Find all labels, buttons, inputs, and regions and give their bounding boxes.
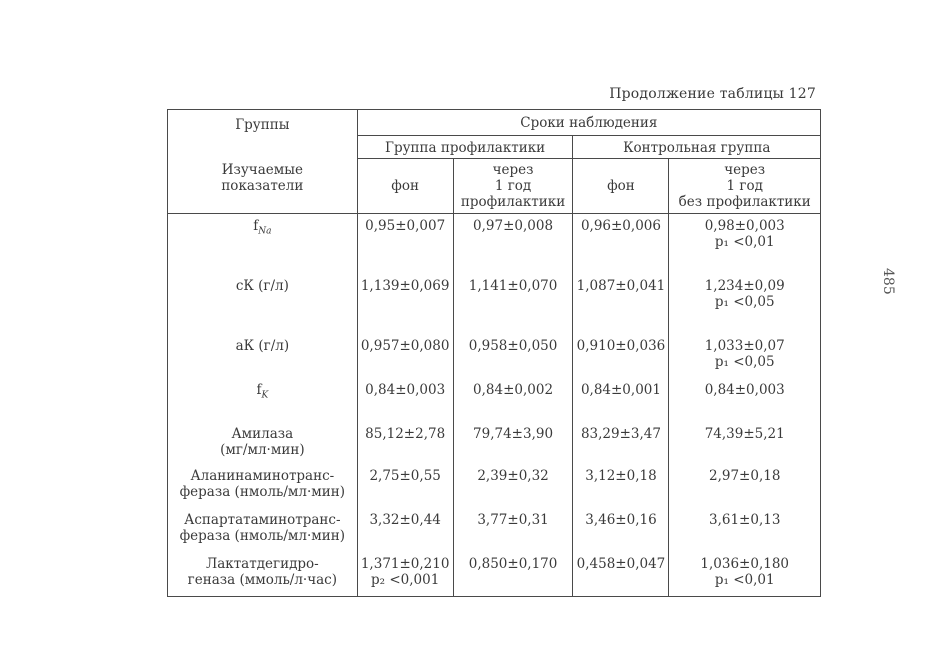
row-label	[168, 378, 358, 422]
value-text: 3,61±0,13	[708, 512, 781, 528]
value-text: 0,98±0,003	[704, 218, 785, 234]
value-cell	[357, 378, 453, 422]
value-text: 0,95±0,007	[365, 218, 446, 234]
row-label	[168, 214, 358, 275]
value-cell	[453, 378, 573, 422]
table-row	[168, 214, 821, 275]
value-cell	[357, 334, 453, 378]
groups-label: Группы	[235, 117, 290, 133]
value-cell	[453, 334, 573, 378]
value-cell	[669, 334, 821, 378]
p-value-text: p₁ <0,01	[714, 234, 775, 250]
row-label-subscript: K	[261, 390, 269, 401]
value-text: 3,77±0,31	[477, 512, 549, 528]
row-label-line: Аспартатаминотранс-	[184, 512, 341, 528]
data-table	[167, 109, 821, 597]
table-row	[168, 274, 821, 334]
value-text: 0,84±0,003	[365, 382, 446, 398]
value-cell	[669, 508, 821, 552]
value-cell	[357, 464, 453, 508]
value-text: 0,97±0,008	[473, 218, 554, 234]
value-text: 0,957±0,080	[360, 338, 450, 354]
table-row	[168, 508, 821, 552]
value-text: 1,033±0,07	[704, 338, 785, 354]
row-label-line: Лактатдегидро-	[205, 556, 319, 572]
table-row	[168, 378, 821, 422]
value-cell	[357, 552, 453, 597]
value-text: 2,39±0,32	[477, 468, 549, 484]
indicators-label-2: показатели	[221, 178, 304, 194]
value-cell	[669, 274, 821, 334]
value-cell	[669, 552, 821, 597]
header-line: 1 год	[494, 178, 532, 194]
row-label-symbol: f	[253, 218, 259, 234]
value-cell	[669, 378, 821, 422]
row-label-line: Амилаза	[231, 426, 294, 442]
value-text: 1,371±0,210	[360, 556, 450, 572]
row-label-line: сК (г/л)	[235, 278, 289, 294]
value-cell	[573, 214, 669, 275]
value-text: 0,84±0,001	[580, 382, 661, 398]
value-cell	[357, 274, 453, 334]
value-text: 3,12±0,18	[585, 468, 657, 484]
row-label-line: фераза (нмоль/мл·мин)	[179, 484, 346, 500]
value-cell	[357, 214, 453, 275]
value-cell	[669, 464, 821, 508]
terms-header: Сроки наблюдения	[357, 110, 820, 136]
row-label-subscript: Na	[258, 226, 272, 237]
value-text: 85,12±2,78	[365, 426, 446, 442]
value-cell	[453, 274, 573, 334]
col-background-1: фон	[357, 159, 453, 214]
p-value-text: p₁ <0,05	[714, 354, 775, 370]
value-cell	[453, 214, 573, 275]
value-cell	[573, 552, 669, 597]
value-text: 74,39±5,21	[704, 426, 785, 442]
value-text: 0,96±0,006	[580, 218, 661, 234]
value-text: 1,141±0,070	[468, 278, 558, 294]
value-text: 3,32±0,44	[369, 512, 441, 528]
value-text: 0,850±0,170	[468, 556, 558, 572]
value-cell	[453, 552, 573, 597]
row-label-line: фераза (нмоль/мл·мин)	[179, 528, 346, 544]
header-line: через	[492, 162, 534, 178]
value-text: 2,97±0,18	[708, 468, 781, 484]
indicators-label-1: Изучаемые	[221, 162, 303, 178]
value-text: 3,46±0,16	[585, 512, 657, 528]
value-cell	[573, 508, 669, 552]
p-value-text: p₁ <0,05	[714, 294, 775, 310]
table-row	[168, 552, 821, 597]
col-after-no-prophylaxis	[669, 159, 821, 214]
col-after-prophylaxis	[453, 159, 573, 214]
value-text: 0,958±0,050	[468, 338, 558, 354]
row-label-line: (мг/мл·мин)	[220, 442, 305, 458]
value-text: 79,74±3,90	[473, 426, 554, 442]
value-cell	[573, 274, 669, 334]
row-label	[168, 274, 358, 334]
col-background-2: фон	[573, 159, 669, 214]
value-text: 1,139±0,069	[360, 278, 450, 294]
value-text: 0,458±0,047	[576, 556, 666, 572]
table-row	[168, 334, 821, 378]
prophylaxis-group-header: Группа профилактики	[357, 136, 573, 159]
value-text: 1,087±0,041	[576, 278, 666, 294]
table-row	[168, 422, 821, 464]
row-label	[168, 508, 358, 552]
header-groups-cell	[168, 110, 358, 214]
value-cell	[573, 464, 669, 508]
value-text: 1,234±0,09	[704, 278, 785, 294]
control-group-header: Контрольная группа	[573, 136, 821, 159]
row-label	[168, 422, 358, 464]
row-label	[168, 552, 358, 597]
value-text: 1,036±0,180	[700, 556, 790, 572]
header-line: профилактики	[460, 194, 566, 210]
value-text: 0,84±0,003	[704, 382, 785, 398]
value-cell	[453, 464, 573, 508]
header-line: без профилактики	[678, 194, 811, 210]
value-text: 83,29±3,47	[580, 426, 661, 442]
row-label-line: геназа (ммоль/л·час)	[187, 572, 338, 588]
p-value-text: p₂ <0,001	[371, 572, 440, 588]
value-text: 0,910±0,036	[576, 338, 666, 354]
row-label-symbol: f	[256, 382, 262, 398]
value-cell	[669, 422, 821, 464]
value-cell	[453, 508, 573, 552]
value-cell	[573, 334, 669, 378]
value-cell	[573, 378, 669, 422]
table-caption: Продолжение таблицы 127	[609, 86, 816, 102]
row-label	[168, 334, 358, 378]
p-value-text: p₁ <0,01	[714, 572, 775, 588]
row-label-line: аК (г/л)	[235, 338, 290, 354]
row-label	[168, 464, 358, 508]
value-cell	[573, 422, 669, 464]
value-cell	[357, 508, 453, 552]
value-text: 2,75±0,55	[369, 468, 441, 484]
page-number: 485	[880, 268, 896, 295]
value-text: 0,84±0,002	[473, 382, 554, 398]
header-line: через	[724, 162, 766, 178]
table-row	[168, 464, 821, 508]
value-cell	[453, 422, 573, 464]
value-cell	[669, 214, 821, 275]
header-line: 1 год	[726, 178, 763, 194]
row-label-line: Аланинаминотранс-	[190, 468, 335, 484]
value-cell	[357, 422, 453, 464]
